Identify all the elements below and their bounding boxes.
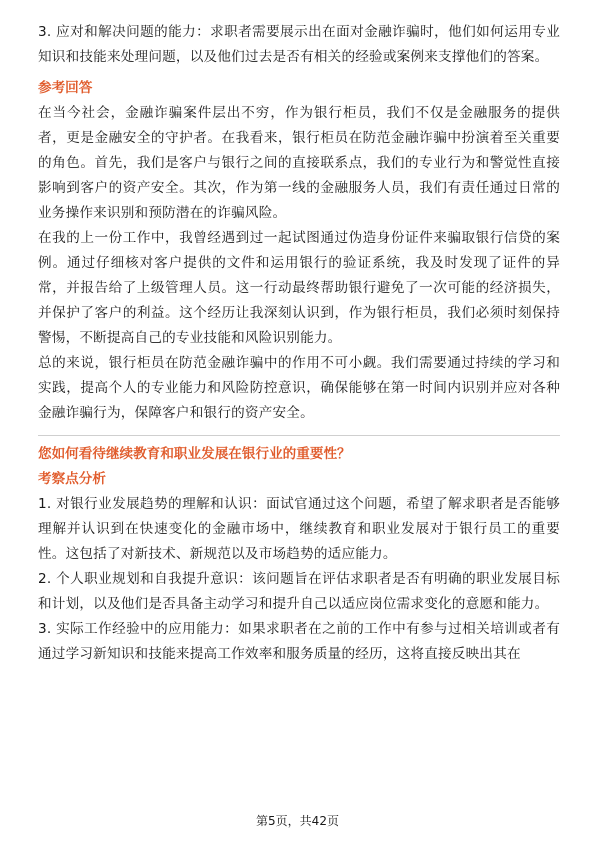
page-footer: 第5页，共42页	[256, 814, 339, 828]
answer-paragraph-1: 在当今社会，金融诈骗案件层出不穷，作为银行柜员，我们不仅是金融服务的提供者，更是金融安全的守护者。在我看来，银行柜员在防范金融诈骗中扮演着至关重要的角色。首先，我们是客户与银行之间的直接联系点，我们的专业行为和警觉性直接影响到客户的资产安全。其次，作为第一线的金融服务人员，我们有责任通过日常的业务操作来识别和预防潜在的诈骗风险。	[38, 105, 560, 221]
question-heading: 您如何看待继续教育和职业发展在银行业的重要性？	[38, 446, 351, 462]
section-divider	[38, 435, 560, 436]
document-page	[38, 20, 560, 667]
analysis-point-1: 1. 对银行业发展趋势的理解和认识：面试官通过这个问题，希望了解求职者是否能够理解并认识到在快速变化的金融市场中，继续教育和职业发展对于银行员工的重要性。这包括了对新技术、新规范以及市场趋势的适应能力。	[38, 496, 560, 562]
answer-paragraph-3: 总的来说，银行柜员在防范金融诈骗中的作用不可小觑。我们需要通过持续的学习和实践，提高个人的专业能力和风险防控意识，确保能够在第一时间内识别并应对各种金融诈骗行为，保障客户和银行的资产安全。	[38, 355, 560, 421]
analysis-point-3-continued: 3. 实际工作经验中的应用能力：如果求职者在之前的工作中有参与过相关培训或者有通过学习新知识和技能来提高工作效率和服务质量的经历，这将直接反映出其在	[38, 621, 560, 662]
analysis-heading: 考察点分析	[38, 471, 106, 487]
reference-answer-heading: 参考回答	[38, 80, 93, 96]
answer-paragraph-2: 在我的上一份工作中，我曾经遇到过一起试图通过伪造身份证件来骗取银行信贷的案例。通过仔细核对客户提供的文件和运用银行的验证系统，我及时发现了证件的异常，并报告给了上级管理人员。这一行动最终帮助银行避免了一次可能的经济损失，并保护了客户的利益。这个经历让我深刻认识到，作为银行柜员，我们必须时刻保持警惕，不断提高自己的专业技能和风险识别能力。	[38, 230, 560, 346]
analysis-point-2: 2. 个人职业规划和自我提升意识：该问题旨在评估求职者是否有明确的职业发展目标和计划，以及他们是否具备主动学习和提升自己以适应岗位需求变化的意愿和能力。	[38, 571, 560, 612]
analysis-point-3: 3. 应对和解决问题的能力：求职者需要展示出在面对金融诈骗时，他们如何运用专业知识和技能来处理问题，以及他们过去是否有相关的经验或案例来支撑他们的答案。	[38, 24, 560, 65]
